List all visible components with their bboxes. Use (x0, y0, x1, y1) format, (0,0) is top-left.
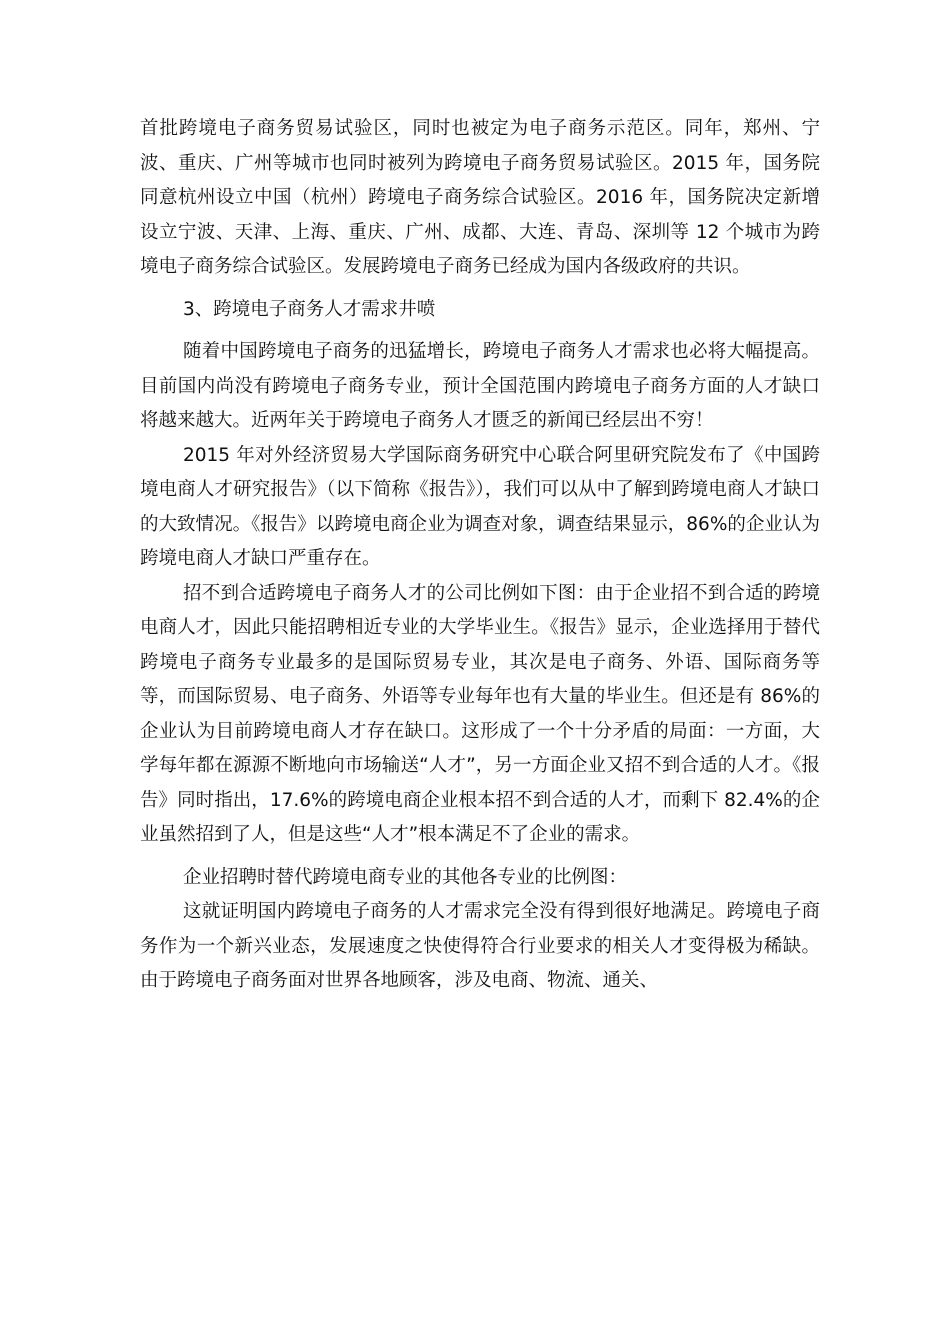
paragraph-report-intro: 2015 年对外经济贸易大学国际商务研究中心联合阿里研究院发布了《中国跨境电商人才研究报告》（以下简称《报告》），我们可以从中了解到跨境电商人才缺口的大致情况。《报告》以跨境电商企业为调查对象，调查结果显示，86%的企业认为跨境电商人才缺口严重存在。 (140, 444, 820, 569)
document-page (140, 112, 820, 999)
paragraph-major-ratio-caption: 企业招聘时替代跨境电商专业的其他各专业的比例图： (183, 866, 628, 888)
paragraph-hiring-ratio: 招不到合适跨境电子商务人才的公司比例如下图：由于企业招不到合适的跨境电商人才，因此只能招聘相近专业的大学毕业生。《报告》显示，企业选择用于替代跨境电子商务专业最多的是国际贸易专业，其次是电子商务、外语、国际商务等等，而国际贸易、电子商务、外语等专业每年也有大量的毕业生。但还是有 86%的企业认为目前跨境电商人才存在缺口。这形成了一个十分矛盾的局面：一方面，大学每年都在源源不断地向市场输送“人才”，另一方面企业又招不到合适的人才。《报告》同时指出，17.6%的跨境电商企业根本招不到合适的人才，而剩下 82.4%的企业虽然招到了人，但是这些“人才”根本满足不了企业的需求。 (140, 582, 820, 845)
paragraph-talent-growth: 随着中国跨境电子商务的迅猛增长，跨境电子商务人才需求也必将大幅提高。目前国内尚没有跨境电子商务专业，预计全国范围内跨境电子商务方面的人才缺口将越来越大。近两年关于跨境电子商务人才匮乏的新闻已经层出不穷！ (140, 341, 820, 431)
paragraph-demand-unmet: 这就证明国内跨境电子商务的人才需求完全没有得到很好地满足。跨境电子商务作为一个新兴业态，发展速度之快使得符合行业要求的相关人才变得极为稀缺。由于跨境电子商务面对世界各地顾客，涉及电商、物流、通关、 (140, 901, 820, 991)
paragraph-pilot-zones: 首批跨境电子商务贸易试验区，同时也被定为电子商务示范区。同年，郑州、宁波、重庆、广州等城市也同时被列为跨境电子商务贸易试验区。2015 年，国务院同意杭州设立中国（杭州）跨境电子商务综合试验区。2016 年，国务院决定新增设立宁波、天津、上海、重庆、广州、成都、大连、青岛、深圳等 12 个城市为跨境电子商务综合试验区。发展跨境电子商务已经成为国内各级政府的共识。 (140, 118, 820, 277)
section-heading-talent-demand: 3、跨境电子商务人才需求井喷 (183, 298, 436, 320)
